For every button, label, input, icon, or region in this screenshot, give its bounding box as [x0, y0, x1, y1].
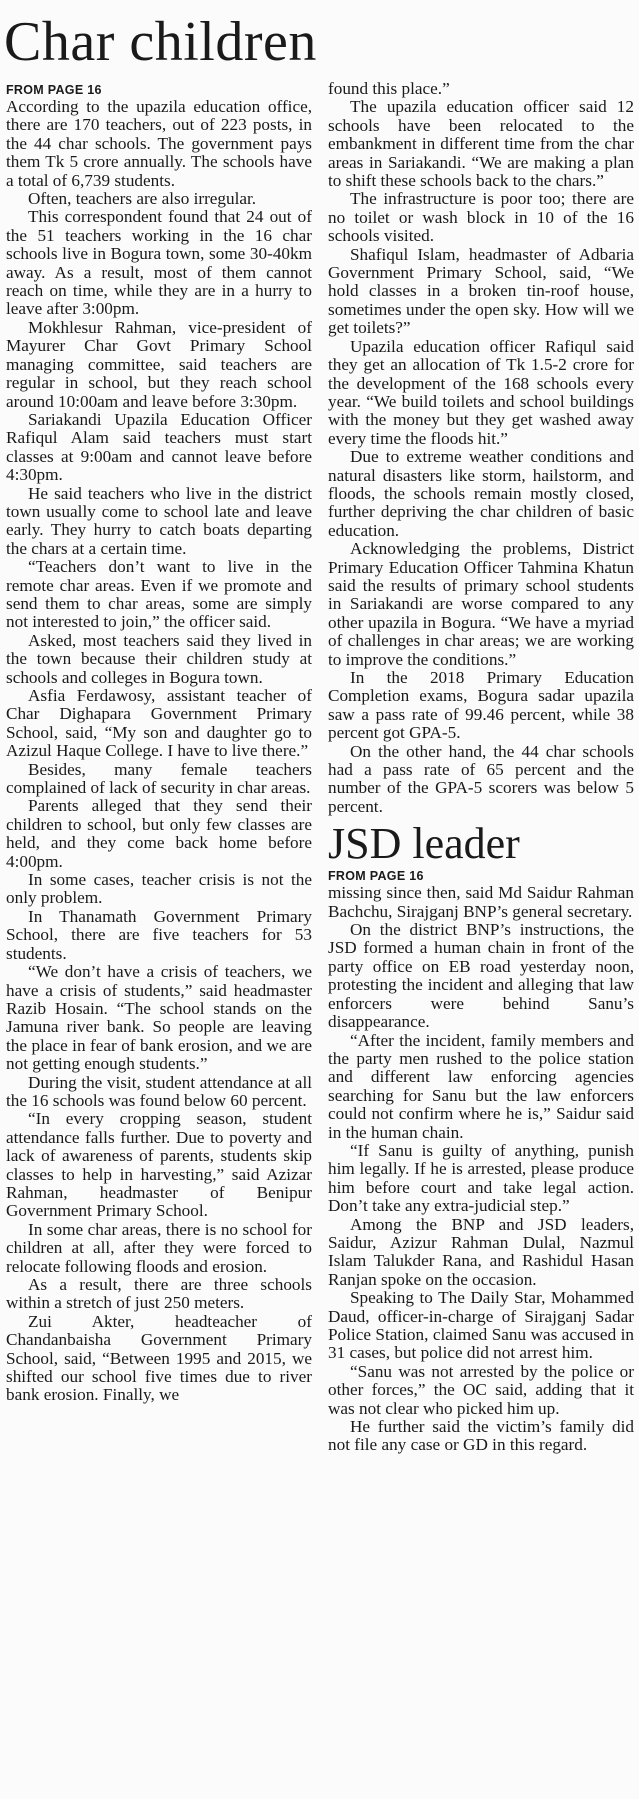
jump-label-jsd-leader: FROM PAGE 16	[328, 869, 424, 884]
article-paragraph: The infrastructure is poor too; there are no toilet or wash block in 10 of the 16 schools visited.	[328, 189, 634, 246]
article-paragraph: In some cases, teacher crisis is not the only problem.	[6, 870, 312, 908]
article-paragraph: “We don’t have a crisis of teachers, we have a crisis of students,” said headmaster Razib Hosain. “The school stands on the Jamuna river bank. So people are leaving the place in fear of bank erosion, and we are not getting enough students.”	[6, 962, 312, 1074]
article-paragraph: This correspondent found that 24 out of the 51 teachers working in the 16 char schools live in Bogura town, some 30-40km away. As a result, most of them cannot reach on time, while they are in a hurry to leave after 3:00pm.	[6, 207, 312, 319]
article-paragraph: In Thanamath Government Primary School, there are five teachers for 53 students.	[6, 906, 312, 963]
article-paragraph: Shafiqul Islam, headmaster of Adbaria Government Primary School, said, “We hold classes in a broken tin-roof house, sometimes under the open sky. How will we get toilets?”	[328, 244, 634, 338]
article-paragraph: Besides, many female teachers complained of lack of security in char areas.	[6, 759, 312, 798]
article-paragraph: During the visit, student attendance at all the 16 schools was found below 60 percent.	[6, 1072, 312, 1110]
article-paragraph: On the other hand, the 44 char schools had a pass rate of 65 percent and the number of the GPA-5 scorers was below 5 percent.	[328, 741, 634, 816]
article-paragraph: Asfia Ferdawosy, assistant teacher of Char Dighapara Government Primary School, said, “My son and daughter go to Azizul Haque College. I have to live there.”	[6, 686, 312, 761]
headline-char-children: Char children	[4, 11, 317, 73]
article-paragraph: According to the upazila education office, there are 170 teachers, out of 223 posts, in the 44 char schools. The government pays them Tk 5 crore annually. The schools have a total of 6,739 students.	[6, 97, 312, 190]
article-paragraph: Due to extreme weather conditions and natural disasters like storm, hailstorm, and floods, the schools remain mostly closed, further depriving the char children of basic education.	[328, 447, 634, 540]
article-paragraph: As a result, there are three schools within a stretch of just 250 meters.	[6, 1275, 312, 1313]
article-paragraph: In the 2018 Primary Education Completion exams, Bogura sadar upazila saw a pass rate of 99.46 percent, while 38 percent got GPA-5.	[328, 668, 634, 743]
article-paragraph: Asked, most teachers said they lived in the town because their children study at schools and colleges in Bogura town.	[6, 630, 312, 687]
article-paragraph: Mokhlesur Rahman, vice-president of Mayurer Char Govt Primary School managing committee, said teachers are regular in school, but they reach school around 10:00am and leave before 3:30pm.	[6, 317, 312, 411]
article-paragraph: Speaking to The Daily Star, Mohammed Daud, officer-in-charge of Sirajganj Sadar Police Station, claimed Sanu was accused in 31 cases, but police did not arrest him.	[328, 1288, 634, 1363]
jump-label-char-children: FROM PAGE 16	[6, 83, 102, 97]
article-paragraph: missing since then, said Md Saidur Rahman Bachchu, Sirajganj BNP’s general secretary.	[328, 883, 634, 921]
article-paragraph: “If Sanu is guilty of anything, punish him legally. If he is arrested, please produce him before court and take legal action. Don’t take any extra-judicial step.”	[328, 1140, 634, 1216]
article-paragraph: Among the BNP and JSD leaders, Saidur, Azizur Rahman Dulal, Nazmul Islam Talukder Rana, and Rashidul Hasan Ranjan spoke on the occasion.	[328, 1214, 634, 1289]
article-paragraph: “Sanu was not arrested by the police or other forces,” the OC said, adding that it was not clear who picked him up.	[328, 1361, 634, 1418]
headline-jsd-leader: JSD leader	[328, 819, 520, 869]
article-paragraph: In some char areas, there is no school for children at all, after they were forced to relocate following floods and erosion.	[6, 1219, 312, 1276]
article-paragraph-continued: found this place.”	[328, 79, 450, 98]
article-paragraph: He further said the victim’s family did not file any case or GD in this regard.	[328, 1417, 634, 1455]
article-paragraph: “Teachers don’t want to live in the remote char areas. Even if we promote and send them to char areas, some are simply not interested to join,” the officer said.	[6, 557, 312, 632]
article-paragraph: Upazila education officer Rafiqul said they get an allocation of Tk 1.5-2 crore for the development of the 168 schools every year. “We build toilets and school buildings with the money but they get washed away every time the floods hit.”	[328, 336, 634, 448]
article-paragraph: On the district BNP’s instructions, the JSD formed a human chain in front of the party office on EB road yesterday noon, protesting the incident and alleging that law enforcers were behind Sanu’s disappearance.	[328, 920, 634, 1032]
article-paragraph: “In every cropping season, student attendance falls further. Due to poverty and lack of awareness of parents, students skip classes to help in harvesting,” said Azizar Rahman, headmaster of Benipur Government Primary School.	[6, 1109, 312, 1221]
article-column-right	[328, 80, 634, 1455]
article-paragraph: Often, teachers are also irregular.	[28, 189, 257, 209]
article-paragraph: Acknowledging the problems, District Primary Education Officer Tahmina Khatun said the results of primary school students in Sariakandi are worse compared to any other upazila in Bogura. “We have a myriad of challenges in char areas; we are working to improve the conditions.”	[328, 539, 634, 669]
article-paragraph: Zui Akter, headteacher of Chandanbaisha Government Primary School, said, “Between 1995 and 2015, we shifted our school five times due to river bank erosion. Finally, we	[6, 1311, 312, 1405]
article-paragraph: Parents alleged that they send their children to school, but only few classes are held, and they come back home before 4:00pm.	[6, 796, 312, 871]
article-paragraph: He said teachers who live in the district town usually come to school late and leave early. They hurry to catch boats departing the chars at a certain time.	[6, 483, 312, 558]
article-column-left	[6, 82, 312, 1405]
article-paragraph: The upazila education officer said 12 schools have been relocated to the embankment in different time from the char areas in Sariakandi. “We are making a plan to shift these schools back to the chars.”	[328, 97, 634, 191]
article-paragraph: Sariakandi Upazila Education Officer Rafiqul Alam said teachers must start classes at 9:00am and cannot leave before 4:30pm.	[6, 409, 312, 485]
article-paragraph: “After the incident, family members and the party men rushed to the police station and different law enforcing agencies searching for Sanu but the law enforcers could not confirm where he is,” Saidur said in the human chain.	[328, 1030, 634, 1142]
